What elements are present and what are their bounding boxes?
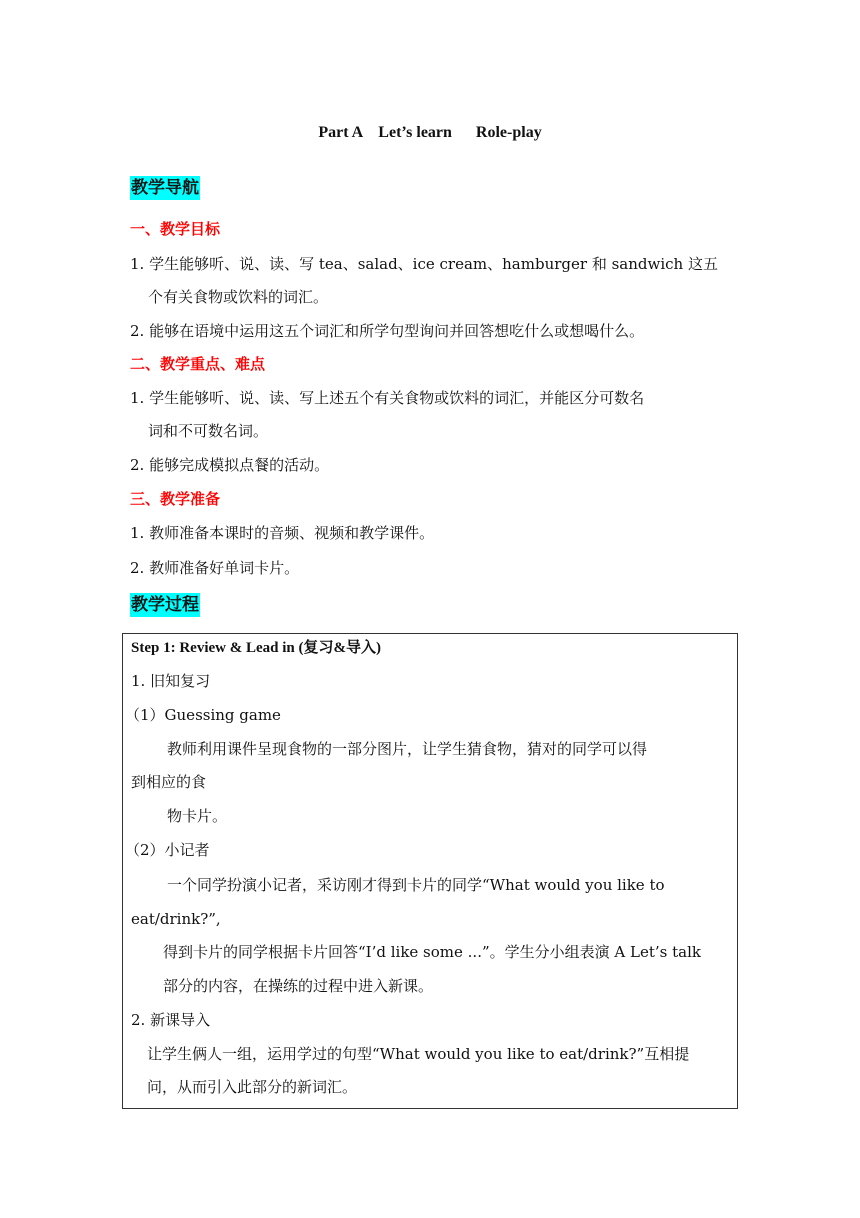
page-title: Part A Let’s learn Role-play [318,124,542,141]
objective-item-1: 1. 学生能够听、说、读、写 tea、salad、ice cream、hamburger 和 sandwich 这五 [130,255,718,273]
preparation-heading: 三、教学准备 [130,490,221,508]
reporter-text-3: 得到卡片的同学根据卡片回答“I’d like some ...”。学生分小组表演 A Let’s talk [163,943,701,961]
key-point-item-2: 2. 能够完成模拟点餐的活动。 [130,456,330,474]
new-lesson-text-1: 让学生俩人一组，运用学过的句型“What would you like to eat/drink?”互相提 [147,1045,690,1063]
reporter-text-2: eat/drink?”, [131,910,221,928]
guessing-game-text-2: 到相应的食 [131,773,207,791]
teaching-navigation-heading: 教学导航 [131,178,199,198]
key-point-item-1: 1. 学生能够听、说、读、写上述五个有关食物或饮料的词汇，并能区分可数名 [130,389,645,407]
key-points-heading: 二、教学重点、难点 [130,355,266,373]
reporter-text-1: 一个同学扮演小记者，采访刚才得到卡片的同学“What would you like to [167,876,665,894]
key-point-item-1-cont: 词和不可数名词。 [148,422,269,440]
guessing-game-text-3: 物卡片。 [167,807,228,825]
preparation-item-1: 1. 教师准备本课时的音频、视频和教学课件。 [130,524,435,542]
new-lesson-text-2: 问，从而引入此部分的新词汇。 [147,1078,358,1096]
step1-title: Step 1: Review & Lead in (复习&导入) [131,640,381,656]
guessing-game-text-1: 教师利用课件呈现食物的一部分图片，让学生猜食物，猜对的同学可以得 [167,740,648,758]
objective-item-1-cont: 个有关食物或饮料的词汇。 [148,288,329,306]
reporter-title: （2）小记者 [125,841,210,859]
step1-table-cell [122,633,738,1109]
new-lesson-subheading: 2. 新课导入 [131,1011,211,1029]
preparation-item-2: 2. 教师准备好单词卡片。 [130,559,300,577]
reporter-text-4: 部分的内容，在操练的过程中进入新课。 [163,977,434,995]
review-subheading: 1. 旧知复习 [131,672,211,690]
objectives-heading: 一、教学目标 [130,220,221,238]
teaching-process-heading: 教学过程 [131,595,199,615]
guessing-game-title: （1）Guessing game [125,706,281,724]
objective-item-2: 2. 能够在语境中运用这五个词汇和所学句型询问并回答想吃什么或想喝什么。 [130,322,645,340]
